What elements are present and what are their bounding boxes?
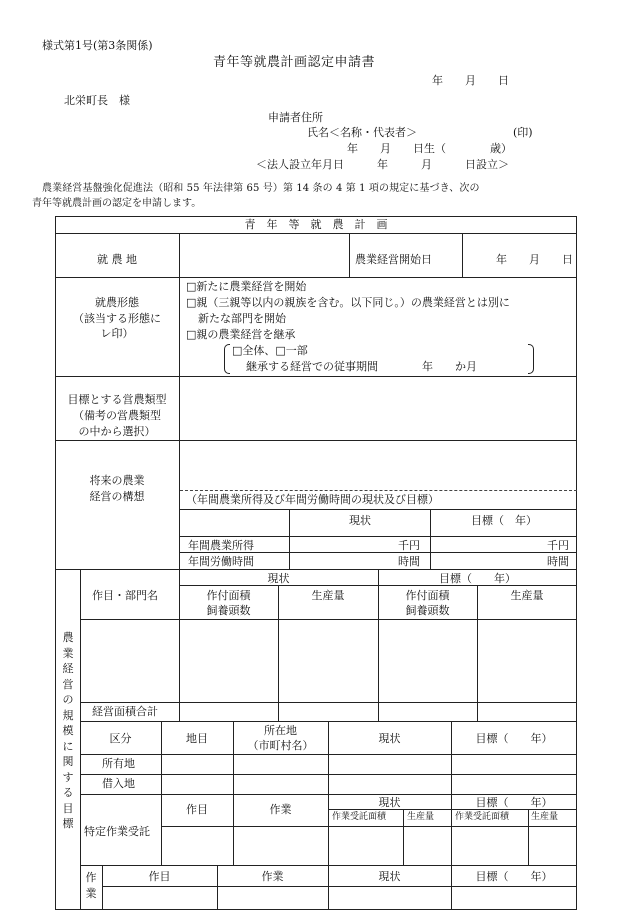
birth-date-line: 年 月 日生（ 歳）	[347, 142, 512, 155]
crop-dept-header: 作目・部門名	[92, 589, 158, 602]
production-current-header: 生産量	[311, 589, 345, 602]
corporation-date-line: ＜法人設立年月日 年 月 日設立＞	[256, 158, 509, 171]
contract-production-target-header: 生産量	[531, 812, 559, 822]
scale-target-header: 目標（ 年）	[439, 572, 516, 585]
addressee: 北栄町長 様	[64, 94, 130, 107]
bracket-right	[528, 344, 534, 374]
option-succession: □親の農業経営を継承	[186, 328, 296, 341]
page-title: 青年等就農計画認定申請書	[213, 55, 376, 70]
bottom-target-header: 目標（ 年）	[475, 870, 553, 883]
contract-crop-header: 作目	[186, 803, 208, 816]
location-header: 所在地	[264, 724, 297, 737]
contract-current-header: 現状	[378, 796, 401, 809]
hours-unit-current: 時間	[398, 555, 420, 568]
farming-form-label: 就農形態	[95, 296, 139, 309]
special-contract-label: 特定作業受託	[84, 825, 150, 838]
start-date-value: 年 月 日	[496, 253, 573, 266]
leased-land-label: 借入地	[102, 777, 135, 790]
option-new-farming: □新たに農業経営を開始	[186, 280, 307, 293]
contract-area-current-header: 作業受託面積	[332, 812, 387, 822]
contract-target-header: 目標（ 年）	[475, 796, 553, 809]
income-unit-current: 千円	[398, 539, 420, 552]
intro-line-1: 農業経営基盤強化促進法（昭和 55 年法律第 65 号）第 14 条の 4 第 1 項の規定に基づき、次の	[42, 183, 480, 194]
land-current-header: 現状	[378, 732, 401, 745]
annual-hours-label: 年間労働時間	[188, 555, 254, 568]
succession-period: 継承する経営での従事期間 年 か月	[246, 360, 477, 373]
farm-location-label: 就 農 地	[97, 253, 137, 266]
option-new-department: □親（三親等以内の親族を含む。以下同じ。）の農業経営とは別に	[186, 296, 510, 309]
succession-scope: □全体、□一部	[232, 344, 308, 357]
owned-land-label: 所有地	[102, 757, 135, 770]
form-number: 様式第1号(第3条関係)	[42, 39, 153, 52]
seal-mark: (印)	[513, 126, 533, 139]
income-unit-target: 千円	[547, 539, 569, 552]
target-farming-type-label: 目標とする営農類型	[67, 393, 167, 406]
applicant-name-label: 氏名＜名称・代表者＞	[307, 126, 417, 139]
production-target-header: 生産量	[510, 589, 544, 602]
land-type-header: 地目	[186, 732, 208, 745]
scale-current-header: 現状	[267, 572, 290, 585]
income-hours-note: （年間農業所得及び年間労働時間の現状及び目標）	[186, 493, 439, 506]
date-line: 年 月 日	[432, 74, 509, 87]
contract-work-header: 作業	[269, 803, 292, 816]
intro-line-2: 青年等就農計画の認定を申請します。	[32, 198, 202, 209]
category-header: 区分	[109, 732, 132, 745]
annual-income-label: 年間農業所得	[188, 539, 254, 552]
bracket-left	[224, 344, 230, 374]
scale-goals-vertical-label: 農業経営の規模に関する目標	[62, 631, 74, 830]
bottom-crop-header: 作目	[148, 870, 171, 883]
total-area-label: 経営面積合計	[92, 705, 158, 718]
bottom-current-header: 現状	[378, 870, 401, 883]
contract-area-target-header: 作業受託面積	[455, 812, 510, 822]
contract-production-current-header: 生産量	[407, 812, 435, 822]
future-target-header: 目標（ 年）	[471, 514, 537, 527]
future-vision-label: 将来の農業	[89, 474, 145, 487]
plan-table-header: 青 年 等 就 農 計 画	[244, 218, 388, 231]
bottom-work-header: 作業	[261, 870, 284, 883]
future-current-header: 現状	[349, 514, 371, 527]
applicant-address-label: 申請者住所	[268, 111, 323, 124]
hours-unit-target: 時間	[547, 555, 569, 568]
start-date-label: 農業経営開始日	[355, 253, 432, 266]
land-target-header: 目標（ 年）	[475, 732, 553, 745]
application-form-page: 様式第1号(第3条関係) 青年等就農計画認定申請書 年 月 日 北栄町長 様 申請者住所 氏名＜名称・代表者＞ (印) 年 月 日生（ 歳） ＜法人設立年月日 年 月 日設立＞ 農業経営基盤強化促進法（昭和 55 年法律第 65 号）第 14 条の 4 第 1 項の規定に基づき、次の 青年等就農計画の認定を申請します。 青 年 等 就 農 計 画 就 農 地 農業経営開始日 年 月 日 就農形態 （該当する形態に レ印） □新たに農業経営を開始 □親（三親等以内の親族を含む。以下同じ。）の農業経営とは別に 新たな部門を開始 □親の農業経営を継承 □全体、□一部 継承する経営での従事期間 年 か月 目標とする営農類型 （備考の営農類型 の中から選択） 将来の農業 経営の構想 （年間農業所得及び年間労働時間の現状及び目標） 現状 目標（ 年） 年間農業所得 千円 千円 年間労働時間 時間 時間 農業経営の規模に関する目標 作目・部門名 現状 目標（ 年） 作付面積 飼養頭数 生産量 作付面積 飼養頭数 生産量 経営面積合計 区分 地目 所在地 （市町村名） 現状 目標（ 年） 所有地 借入地 作目 作業 現状 目標（ 年） 作業受託面積 生産量 作業受託面積 生産量 特定作業受託 作業 作目 作業 現状 目標（ 年）	[0, 0, 630, 915]
work-vertical-label: 作業	[85, 871, 97, 900]
